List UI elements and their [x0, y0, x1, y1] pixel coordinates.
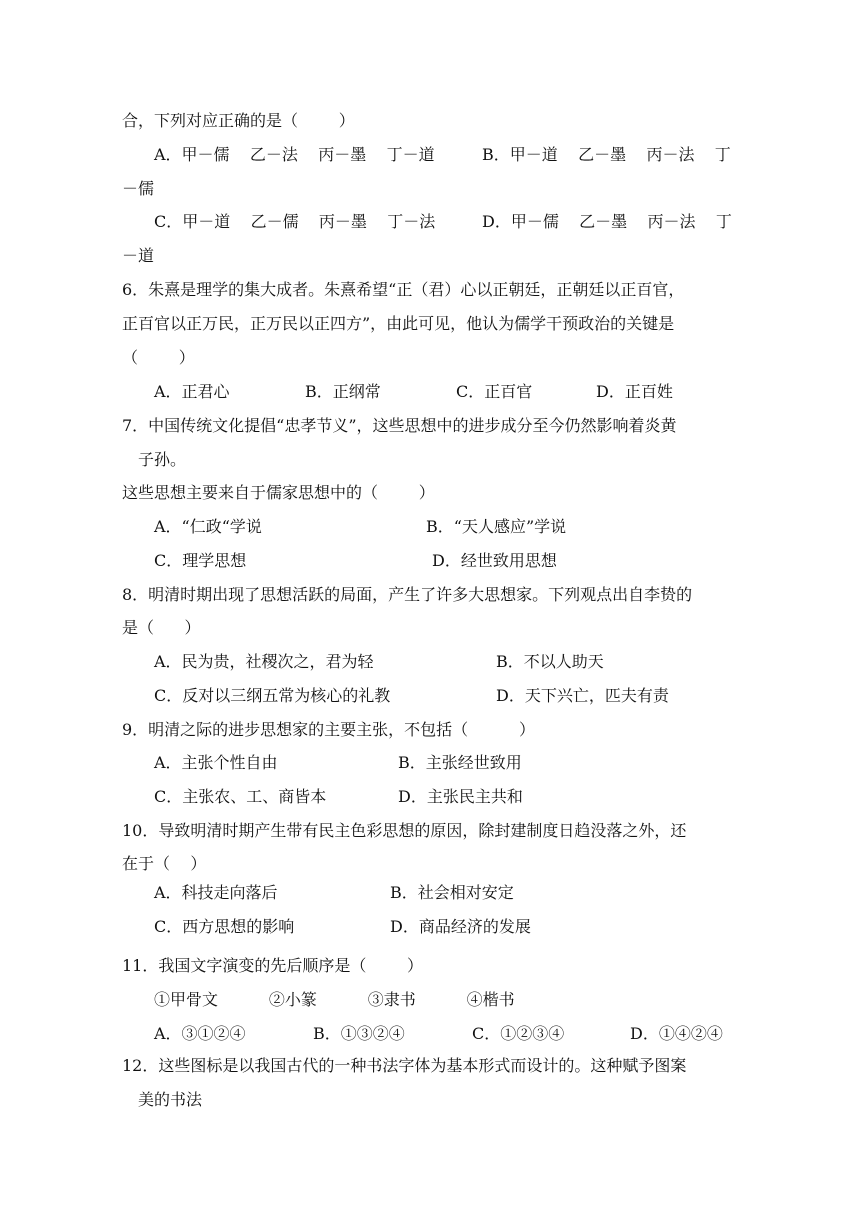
q6-stem-line-3: （ ）	[122, 348, 195, 367]
q8-option-d: D．天下兴亡，匹夫有责	[496, 686, 669, 705]
q9-stem-line-1: 9．明清之际的进步思想家的主要主张，不包括（ ）	[122, 720, 536, 739]
q9-option-d: D．主张民主共和	[398, 787, 523, 806]
q8-option-a: A．民为贵，社稷次之，君为轻	[154, 652, 374, 671]
q10-stem-line-1: 10．导致明清时期产生带有民主色彩思想的原因，除封建制度日趋没落之外，还	[122, 821, 687, 840]
q5-option-b-wrap: －儒	[122, 179, 155, 198]
q5-option-b: B．甲－道 乙－墨 丙－法 丁	[482, 145, 731, 164]
q9-option-b: B．主张经世致用	[398, 753, 522, 772]
q5-option-d-wrap: －道	[122, 246, 155, 265]
q11-option-c: C．①②③④	[472, 1024, 565, 1043]
q6-option-a: A．正君心	[154, 382, 230, 401]
q8-option-c: C．反对以三纲五常为核心的礼教	[154, 686, 391, 705]
q5-option-d: D．甲－儒 乙－墨 丙－法 丁	[482, 212, 732, 231]
q8-option-b: B．不以人助天	[496, 652, 604, 671]
q8-stem-line-2: 是（ ）	[122, 618, 201, 637]
q11-items: ①甲骨文 ②小篆 ③隶书 ④楷书	[154, 990, 515, 1009]
q11-stem-line-1: 11．我国文字演变的先后顺序是（ ）	[122, 956, 424, 975]
q6-option-b: B．正纲常	[305, 382, 381, 401]
q11-option-d: D．①④②④	[630, 1024, 723, 1043]
q10-option-b: B．社会相对安定	[390, 883, 514, 902]
q11-option-a: A．③①②④	[154, 1024, 246, 1043]
q7-stem-line-1: 7．中国传统文化提倡“忠孝节义”，这些思想中的进步成分至今仍然影响着炎黄	[122, 416, 677, 435]
q11-option-b: B．①③②④	[313, 1024, 405, 1043]
q12-stem-line-1: 12．这些图标是以我国古代的一种书法字体为基本形式而设计的。这种赋予图案	[122, 1056, 687, 1075]
q9-option-c: C．主张农、工、商皆本	[154, 787, 327, 806]
q6-stem-line-2: 正百官以正万民，正万民以正四方”，由此可见，他认为儒学干预政治的关键是	[122, 314, 675, 333]
q7-option-a: A．“仁政“学说	[154, 517, 262, 536]
q10-option-c: C．西方思想的影响	[154, 917, 295, 936]
q5-option-a: A．甲－儒 乙－法 丙－墨 丁－道	[154, 145, 435, 164]
q7-option-c: C．理学思想	[154, 551, 247, 570]
q5-stem-tail: 合，下列对应正确的是（ ）	[122, 111, 355, 130]
q7-stem-line-3: 这些思想主要来自于儒家思想中的（ ）	[122, 483, 435, 502]
q5-option-c: C．甲－道 乙－儒 丙－墨 丁－法	[154, 212, 436, 231]
q6-stem-line-1: 6．朱熹是理学的集大成者。朱熹希望“正（君）心以正朝廷，正朝廷以正百官，	[122, 280, 685, 299]
q10-option-d: D．商品经济的发展	[390, 917, 531, 936]
q10-option-a: A．科技走向落后	[154, 883, 278, 902]
q7-option-d: D．经世致用思想	[432, 551, 557, 570]
q7-option-b: B．“天人感应”学说	[426, 517, 567, 536]
q8-stem-line-1: 8．明清时期出现了思想活跃的局面，产生了许多大思想家。下列观点出自李贽的	[122, 585, 693, 604]
q12-stem-line-2: 美的书法	[138, 1090, 203, 1109]
q9-option-a: A．主张个性自由	[154, 753, 278, 772]
q7-stem-line-2: 子孙。	[138, 450, 187, 469]
q6-option-d: D．正百姓	[596, 382, 673, 401]
q6-option-c: C．正百官	[456, 382, 533, 401]
q10-stem-line-2: 在于（ ）	[122, 854, 207, 873]
